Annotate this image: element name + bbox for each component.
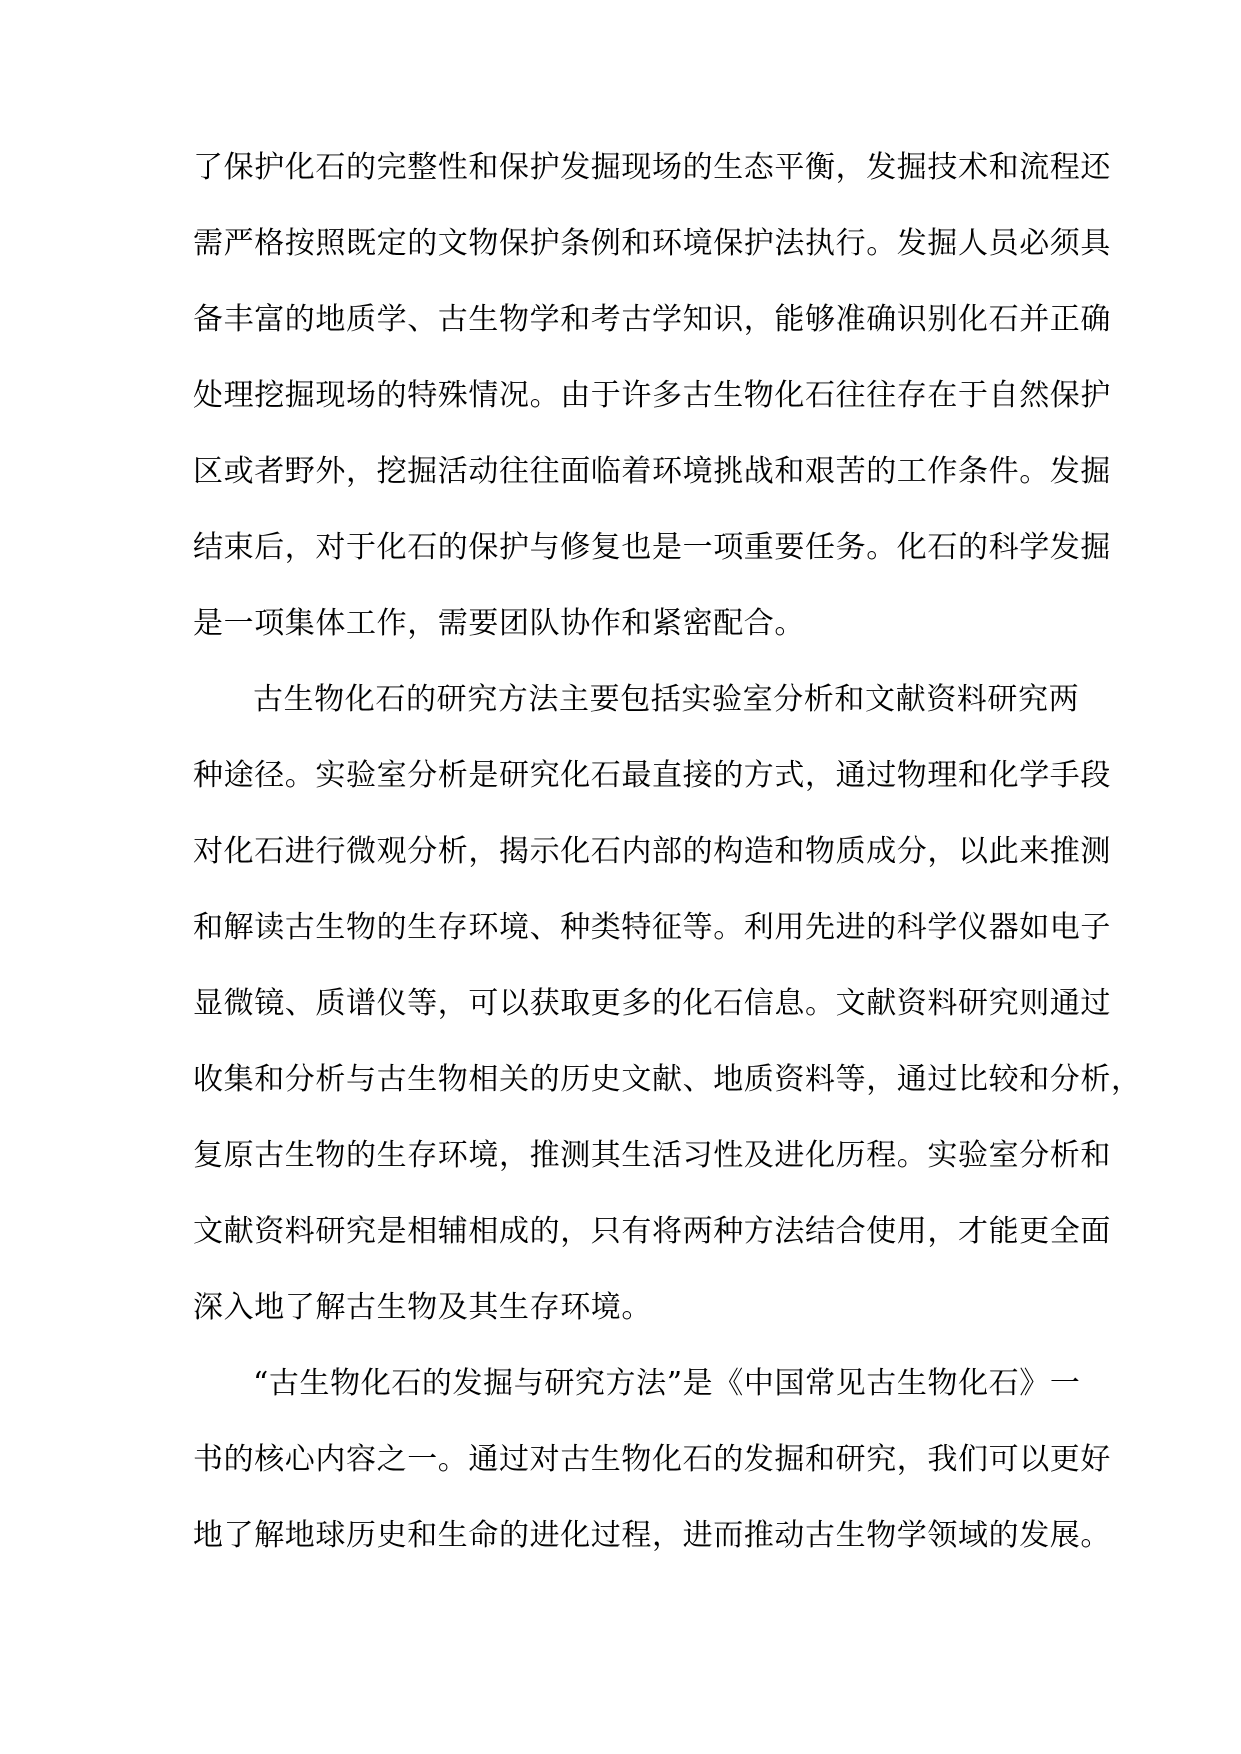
- paragraph-line: 种途径。实验室分析是研究化石最直接的方式，通过物理和化学手段: [193, 758, 1111, 793]
- paragraph-line: 处理挖掘现场的特殊情况。由于许多古生物化石往往存在于自然保护: [193, 378, 1111, 413]
- paragraph-line: 了保护化石的完整性和保护发掘现场的生态平衡，发掘技术和流程还: [193, 150, 1111, 185]
- paragraph-line: 是一项集体工作，需要团队协作和紧密配合。: [193, 606, 805, 641]
- paragraph-line: 对化石进行微观分析，揭示化石内部的构造和物质成分，以此来推测: [193, 834, 1111, 869]
- paragraph-line: 结束后，对于化石的保护与修复也是一项重要任务。化石的科学发掘: [193, 530, 1111, 565]
- paragraph-line: 地了解地球历史和生命的进化过程，进而推动古生物学领域的发展。: [193, 1518, 1111, 1553]
- paragraph-conclusion: [193, 1362, 1111, 1590]
- paragraph-research-methods: [193, 678, 1142, 1362]
- paragraph-excavation-continued: [193, 146, 1111, 678]
- paragraph-first-line: “古生物化石的发掘与研究方法”是《中国常见古生物化石》一: [253, 1366, 1081, 1401]
- paragraph-line: 复原古生物的生存环境，推测其生活习性及进化历程。实验室分析和: [193, 1138, 1111, 1173]
- paragraph-line: 区或者野外，挖掘活动往往面临着环境挑战和艰苦的工作条件。发掘: [193, 454, 1111, 489]
- paragraph-line: 书的核心内容之一。通过对古生物化石的发掘和研究，我们可以更好: [193, 1442, 1111, 1477]
- paragraph-line: 深入地了解古生物及其生存环境。: [193, 1290, 652, 1325]
- paragraph-line: 文献资料研究是相辅相成的，只有将两种方法结合使用，才能更全面: [193, 1214, 1111, 1249]
- paragraph-line: 收集和分析与古生物相关的历史文献、地质资料等，通过比较和分析，: [193, 1062, 1142, 1097]
- paragraph-first-line: 古生物化石的研究方法主要包括实验室分析和文献资料研究两: [253, 682, 1080, 717]
- paragraph-line: 备丰富的地质学、古生物学和考古学知识，能够准确识别化石并正确: [193, 302, 1111, 337]
- paragraph-line: 显微镜、质谱仪等，可以获取更多的化石信息。文献资料研究则通过: [193, 986, 1111, 1021]
- paragraph-line: 需严格按照既定的文物保护条例和环境保护法执行。发掘人员必须具: [193, 226, 1111, 261]
- document-body: [193, 146, 1142, 1590]
- paragraph-line: 和解读古生物的生存环境、种类特征等。利用先进的科学仪器如电子: [193, 910, 1111, 945]
